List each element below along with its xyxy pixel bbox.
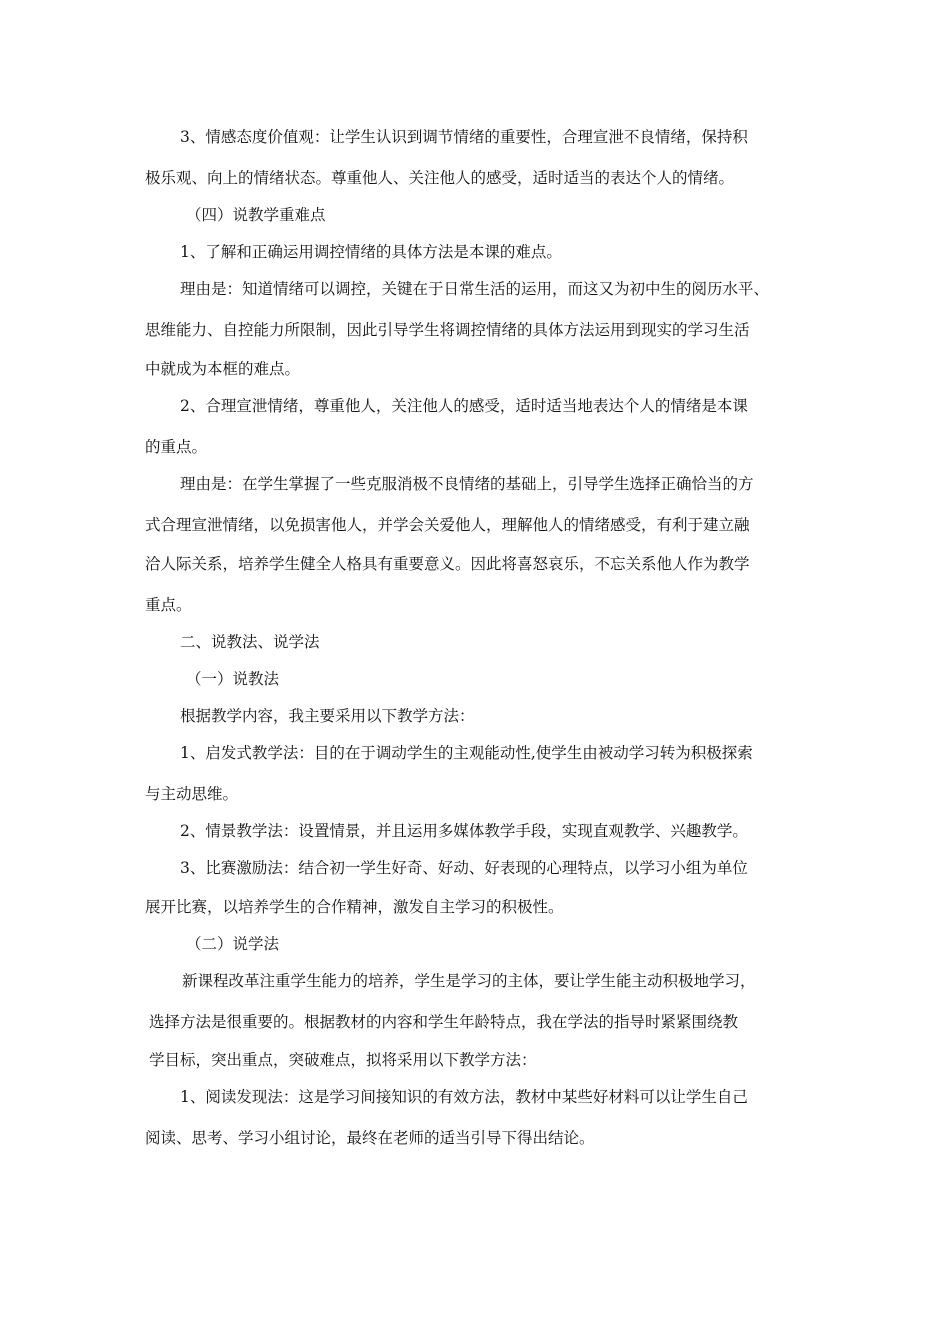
text-line: 选择方法是很重要的。根据教材的内容和学生年龄特点，我在学法的指导时紧紧围绕教 (149, 1013, 739, 1031)
text-line: 思维能力、自控能力所限制，因此引导学生将调控情绪的具体方法运用到现实的学习生活 (145, 321, 750, 339)
text-line: 新课程改革注重学生能力的培养，学生是学习的主体，要让学生能主动积极地学习， (182, 972, 756, 990)
text-line: 阅读、思考、学习小组讨论，最终在老师的适当引导下得出结论。 (145, 1129, 595, 1147)
text-line: 学目标，突出重点，突破难点，拟将采用以下教学方法： (149, 1051, 537, 1069)
text-line: 理由是：在学生掌握了一些克服消极不良情绪的基础上，引导学生选择正确恰当的方 (180, 475, 754, 493)
text-line: 2、合理宣泄情绪，尊重他人，关注他人的感受，适时适当地表达个人的情绪是本课 (180, 397, 748, 415)
text-line: 展开比赛，以培养学生的合作精神，激发自主学习的积极性。 (145, 898, 564, 916)
text-line: 极乐观、向上的情绪状态。尊重他人、关注他人的感受，适时适当的表达个人的情绪。 (145, 169, 735, 187)
text-line: 1、了解和正确运用调控情绪的具体方法是本课的难点。 (180, 243, 562, 261)
section-heading: （四）说教学重难点 (186, 206, 326, 224)
section-heading: （二）说学法 (186, 935, 280, 953)
text-line: 理由是：知道情绪可以调控，关键在于日常生活的运用，而这又为初中生的阅历水平、 (180, 280, 770, 298)
text-line: 中就成为本框的难点。 (145, 360, 301, 378)
text-line: 式合理宣泄情绪，以免损害他人，并学会关爱他人，理解他人的情绪感受，有利于建立融 (145, 516, 750, 534)
text-line: 1、启发式教学法：目的在于调动学生的主观能动性,使学生由被动学习转为积极探索 (180, 744, 753, 762)
text-line: 1、阅读发现法：这是学习间接知识的有效方法，教材中某些好材料可以让学生自己 (180, 1088, 748, 1106)
section-heading: （一）说教法 (186, 670, 280, 688)
section-heading: 二、说教法、说学法 (180, 633, 320, 651)
text-line: 3、比赛激励法：结合初一学生好奇、好动、好表现的心理特点，以学习小组为单位 (180, 859, 748, 877)
text-line: 的重点。 (145, 438, 208, 456)
text-line: 重点。 (145, 596, 192, 614)
text-line: 根据教学内容，我主要采用以下教学方法： (180, 707, 475, 725)
text-line: 洽人际关系，培养学生健全人格具有重要意义。因此将喜怒哀乐，不忘关系他人作为教学 (145, 555, 750, 573)
text-line: 2、情景教学法：设置情景，并且运用多媒体教学手段，实现直观教学、兴趣教学。 (180, 822, 748, 840)
text-line: 3、情感态度价值观：让学生认识到调节情绪的重要性，合理宣泄不良情绪，保持积 (180, 128, 748, 146)
text-line: 与主动思维。 (145, 785, 239, 803)
